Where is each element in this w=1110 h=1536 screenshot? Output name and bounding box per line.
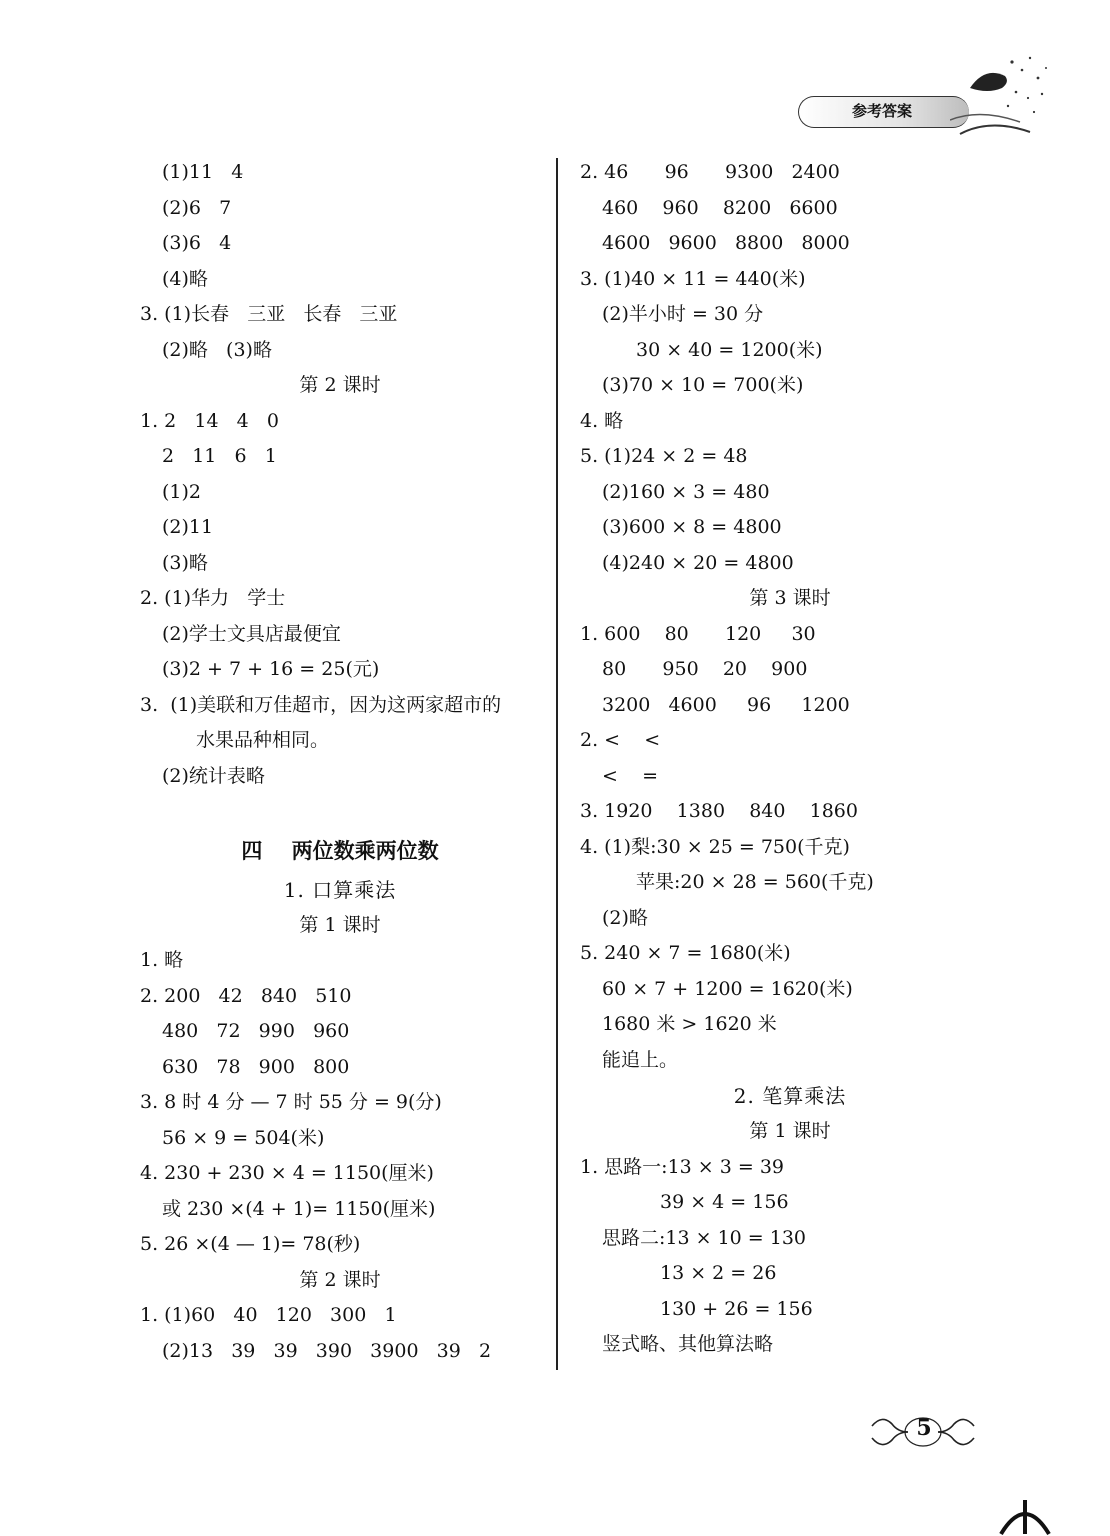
- section-heading: 四 两位数乘两位数: [241, 838, 439, 863]
- answer-line: 460 960 8200 6600: [602, 196, 838, 219]
- answer-line: 4. (1)梨:30 × 25 = 750(千克): [580, 835, 850, 858]
- answer-line: (3)略: [162, 551, 208, 574]
- answer-line: 60 × 7 + 1200 = 1620(米): [602, 977, 853, 1000]
- answer-line: (2)学士文具店最便宜: [162, 622, 341, 645]
- lesson-heading: 第 2 课时: [299, 374, 381, 396]
- subsection-heading: 2. 笔算乘法: [733, 1084, 847, 1108]
- answer-line: 5. 240 × 7 = 1680(米): [580, 942, 791, 964]
- answer-line: 630 78 900 800: [162, 1055, 350, 1078]
- column-divider: [556, 158, 558, 1370]
- answer-line: (2)11: [162, 516, 214, 538]
- left-column: [140, 155, 540, 1369]
- answer-line: 或 230 ×(4 + 1)= 1150(厘米): [162, 1197, 436, 1220]
- answer-line: 1. (1)60 40 120 300 1: [140, 1304, 397, 1326]
- answer-line: 4. 230 + 230 × 4 = 1150(厘米): [140, 1162, 434, 1184]
- answer-line: (3)600 × 8 = 4800: [602, 516, 782, 538]
- answer-line: 1. 思路一:13 × 3 = 39: [580, 1155, 785, 1178]
- answer-line: (3)70 × 10 = 700(米): [602, 374, 804, 396]
- answer-line: (2)半小时 = 30 分: [602, 303, 764, 325]
- answer-line: 5. (1)24 × 2 = 48: [580, 445, 748, 467]
- answer-line: (2)略: [602, 906, 648, 929]
- lesson-heading: 第 2 课时: [299, 1268, 381, 1291]
- answer-line: 1680 米 > 1620 米: [602, 1013, 777, 1035]
- answer-line: 3. (1)长春 三亚 长春 三亚: [140, 303, 398, 325]
- right-column: [580, 155, 1000, 1363]
- answer-line: 56 × 9 = 504(米): [162, 1126, 325, 1149]
- answer-line: 2. < <: [580, 729, 661, 751]
- lesson-heading: 第 3 课时: [749, 587, 831, 609]
- answer-line: 2 11 6 1: [162, 445, 277, 467]
- lesson-heading: 第 1 课时: [299, 913, 381, 936]
- answer-line: 3. 1920 1380 840 1860: [580, 800, 858, 822]
- answer-line: 竖式略、其他算法略: [602, 1333, 774, 1355]
- answer-line: (2)13 39 39 390 3900 39 2: [162, 1339, 492, 1362]
- answer-line: (2)6 7: [162, 196, 232, 219]
- answer-line: (3)2 + 7 + 16 = 25(元): [162, 658, 380, 680]
- answer-line: 80 950 20 900: [602, 658, 808, 680]
- answer-line: 苹果:20 × 28 = 560(千克): [636, 871, 874, 893]
- answer-line: 4. 略: [580, 409, 624, 432]
- subsection-heading: 1. 口算乘法: [283, 877, 397, 902]
- answer-line: (1)11 4: [162, 161, 244, 183]
- answer-line: 30 × 40 = 1200(米): [636, 338, 823, 361]
- answer-line: 13 × 2 = 26: [660, 1262, 777, 1284]
- answer-line: 2. 46 96 9300 2400: [580, 161, 840, 183]
- answer-line: 3. (1)40 × 11 = 440(米): [580, 267, 806, 290]
- header-title: 参考答案: [852, 102, 913, 120]
- answer-line: (4)240 × 20 = 4800: [602, 551, 794, 574]
- answer-line: 1. 2 14 4 0: [140, 409, 279, 432]
- answer-line: 2. 200 42 840 510: [140, 984, 352, 1007]
- page-number-ornament: [868, 1412, 978, 1452]
- answer-line: 480 72 990 960: [162, 1020, 350, 1042]
- answer-line: (2)略 (3)略: [162, 338, 272, 361]
- answer-line: 39 × 4 = 156: [660, 1191, 789, 1213]
- answer-line: 水果品种相同。: [196, 729, 330, 751]
- answer-line: 3. (1)美联和万佳超市，因为这两家超市的: [140, 693, 502, 716]
- spacer: [140, 794, 540, 830]
- page-number: 5: [916, 1415, 932, 1441]
- answer-line: 130 + 26 = 156: [660, 1297, 813, 1320]
- answer-line: (3)6 4: [162, 232, 232, 254]
- answer-line: 能追上。: [602, 1048, 679, 1071]
- answer-line: (4)略: [162, 267, 208, 290]
- answer-line: (1)2: [162, 480, 202, 503]
- answer-line: 4600 9600 8800 8000: [602, 232, 850, 254]
- answer-line: 1. 600 80 120 30: [580, 622, 816, 645]
- answer-line: 5. 26 ×(4 — 1)= 78(秒): [140, 1233, 361, 1255]
- lesson-heading: 第 1 课时: [749, 1120, 831, 1142]
- answer-line: < =: [602, 764, 658, 787]
- answer-line: (2)160 × 3 = 480: [602, 480, 770, 503]
- answer-line: 3. 8 时 4 分 — 7 时 55 分 = 9(分): [140, 1091, 442, 1113]
- answer-line: 思路二:13 × 10 = 130: [602, 1226, 807, 1249]
- bottom-arch-icon: [995, 1490, 1055, 1536]
- answer-line: (2)统计表略: [162, 764, 265, 787]
- answer-line: 1. 略: [140, 949, 184, 971]
- answer-line: 3200 4600 96 1200: [602, 693, 850, 716]
- header-decoration-icon: [950, 48, 1060, 148]
- answer-line: 2. (1)华力 学士: [140, 587, 286, 609]
